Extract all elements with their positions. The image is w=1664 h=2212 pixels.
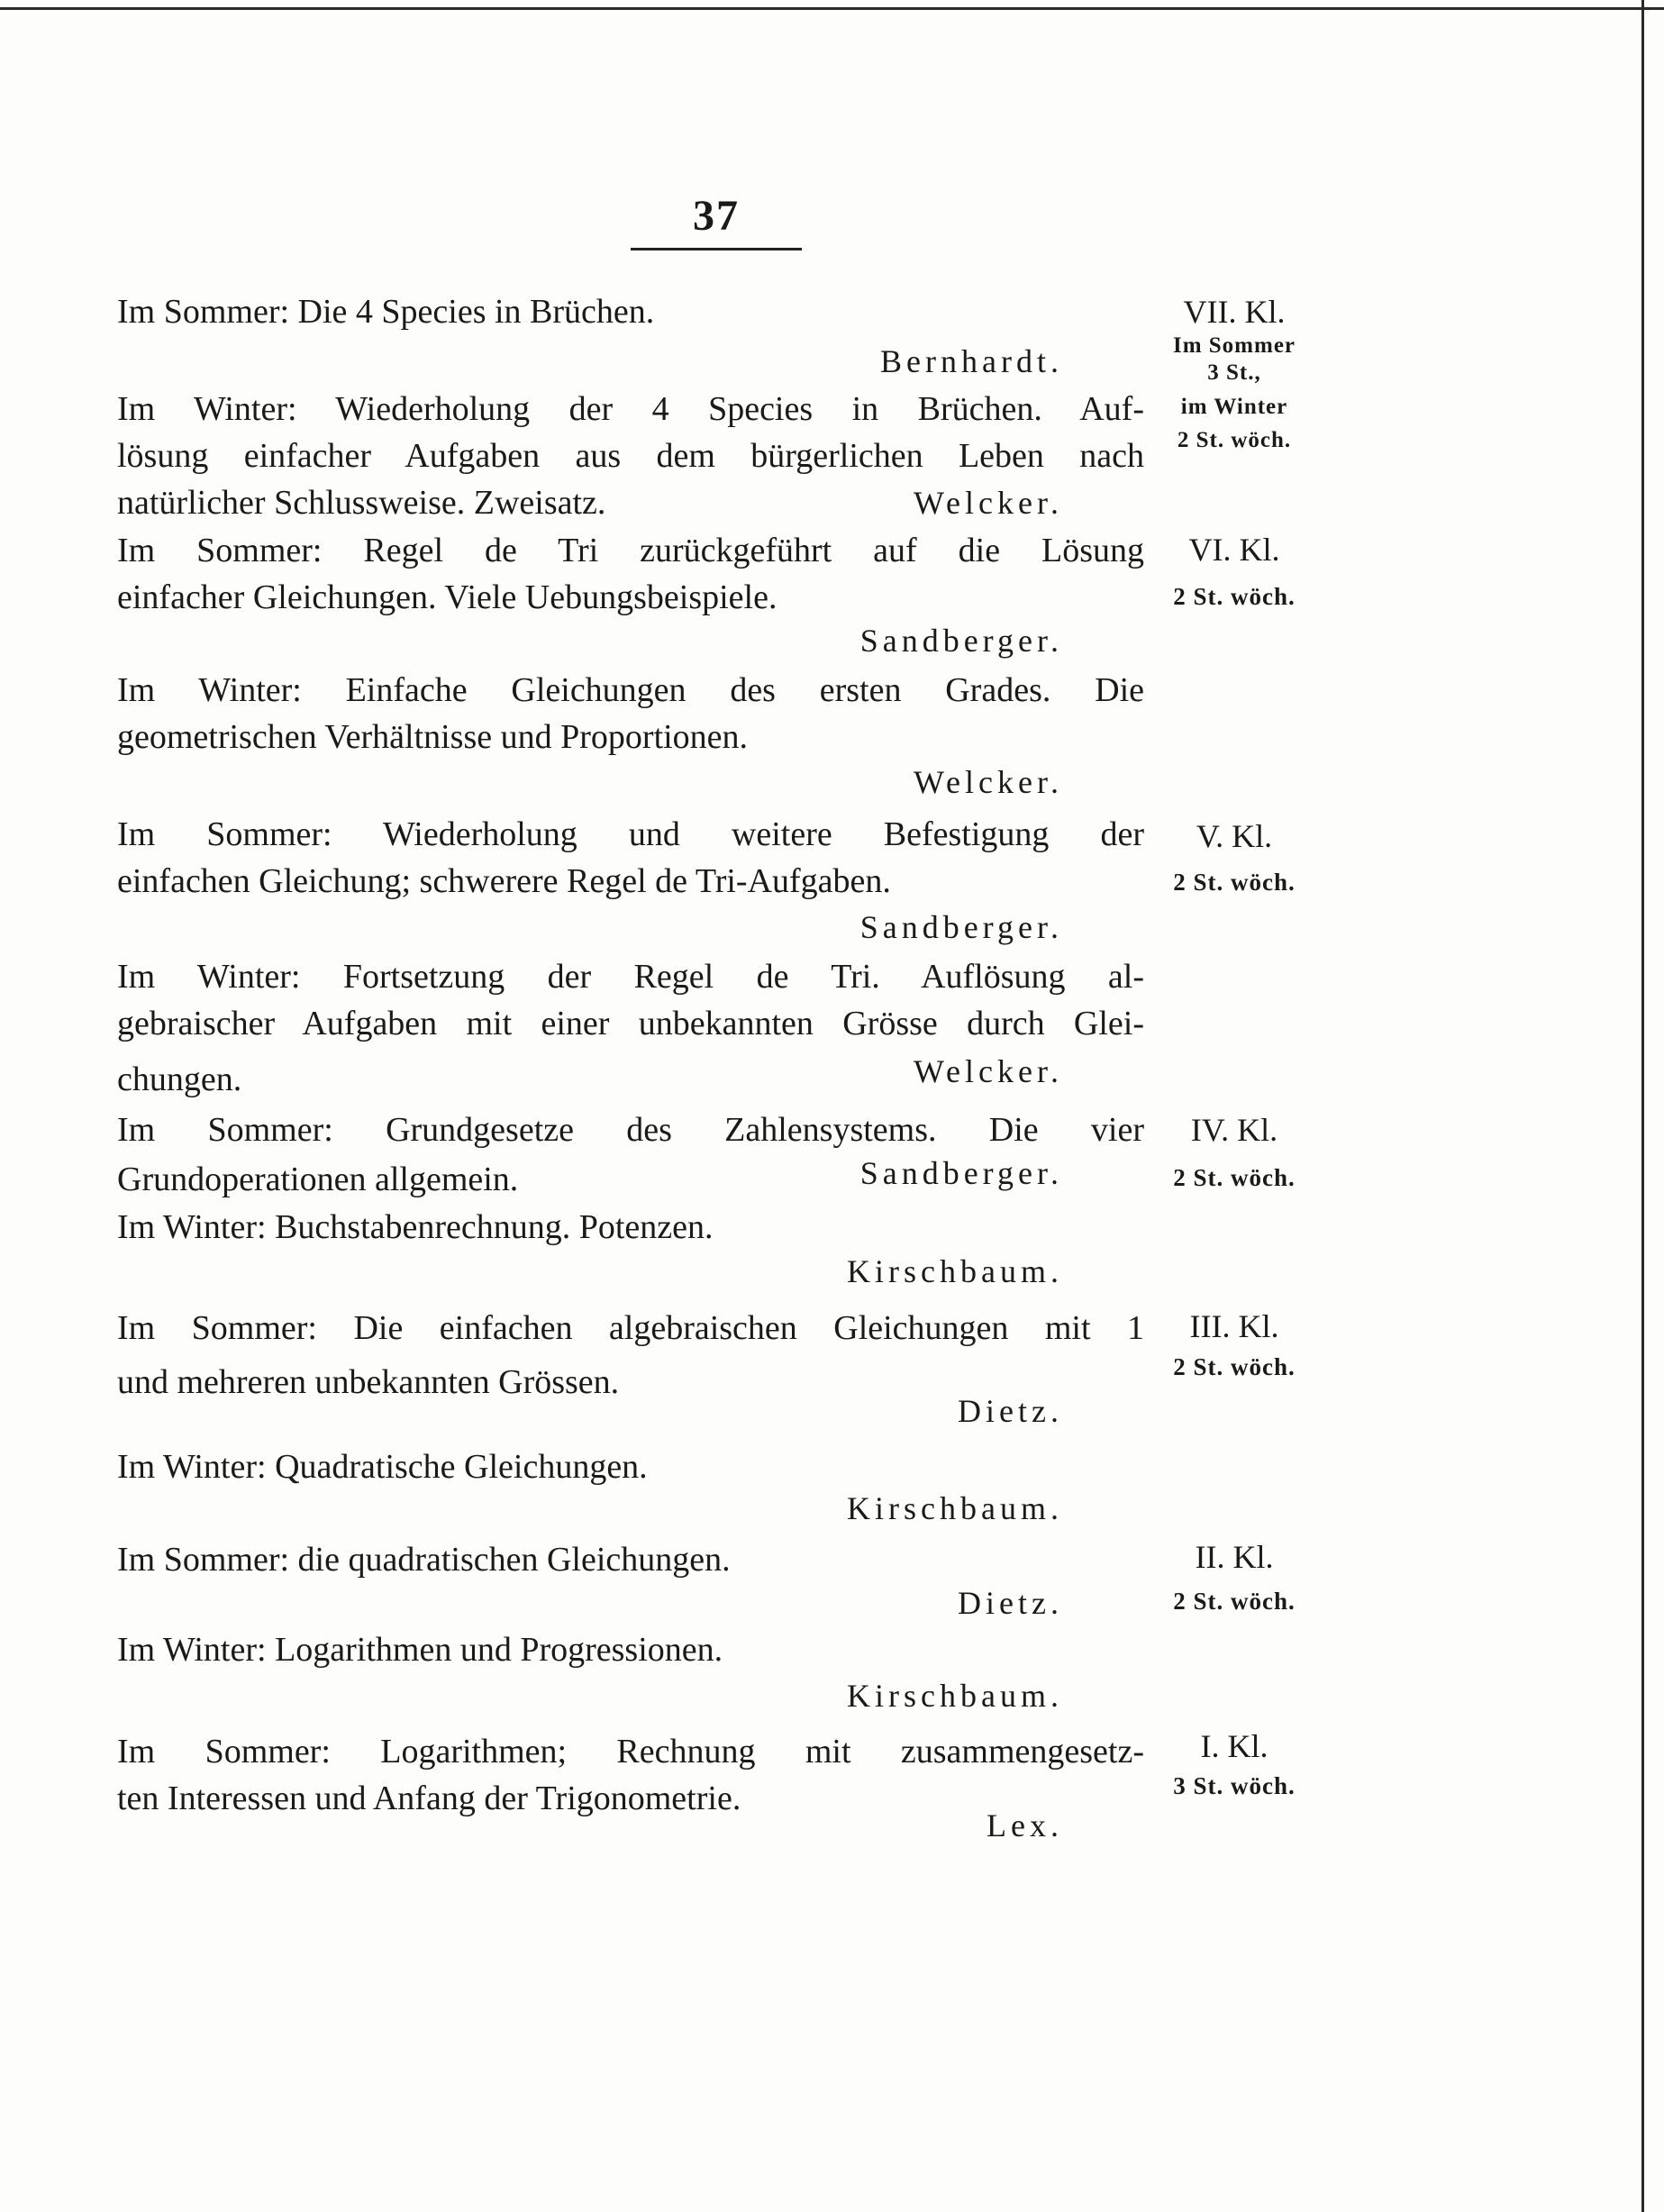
teacher-signature: Kirschbaum.	[847, 1253, 1063, 1289]
teacher-signature: Bernhardt.	[880, 343, 1063, 379]
teacher-signature: Welcker.	[913, 1053, 1063, 1089]
text-line: Im Winter: Buchstabenrechnung. Potenzen.	[117, 1208, 714, 1246]
text-line: Im Sommer: Die 4 Species in Brüchen.	[117, 293, 655, 331]
page-edge-top	[0, 7, 1664, 10]
teacher-signature: Kirschbaum.	[847, 1678, 1063, 1714]
hours-note: 2 St. wöch.	[1173, 1164, 1296, 1191]
teacher-signature: Sandberger.	[859, 623, 1063, 659]
class-label: VI. Kl.	[1188, 532, 1280, 568]
page-number-rule	[631, 248, 802, 250]
teacher-signature: Lex.	[987, 1807, 1063, 1843]
text-line: lösung einfacher Aufgaben aus dem bürgerlichen Leben nach	[117, 437, 1144, 475]
text-line: ten Interessen und Anfang der Trigonometrie.	[117, 1780, 741, 1817]
hours-note: Im Sommer	[1172, 333, 1296, 358]
teacher-signature: Welcker.	[913, 764, 1063, 800]
class-label: IV. Kl.	[1190, 1112, 1278, 1148]
text-line: Im Sommer: Logarithmen; Rechnung mit zusammengesetz-	[117, 1733, 1144, 1771]
text-line: Im Sommer: Wiederholung und weitere Befestigung der	[117, 815, 1144, 853]
class-label: VII. Kl.	[1183, 294, 1286, 330]
hours-note: 2 St. wöch.	[1173, 1353, 1296, 1380]
class-label: I. Kl.	[1200, 1728, 1268, 1764]
text-line: und mehreren unbekannten Grössen.	[117, 1363, 620, 1401]
text-line: Im Sommer: die quadratischen Gleichungen.	[117, 1541, 731, 1579]
text-line: Im Winter: Wiederholung der 4 Species in Brüchen. Auf-	[117, 390, 1144, 428]
text-line: Im Sommer: Regel de Tri zurückgeführt auf die Lösung	[117, 532, 1144, 569]
text-line: einfachen Gleichung; schwerere Regel de Tri-Aufgaben.	[117, 862, 891, 900]
text-line: Im Sommer: Die einfachen algebraischen Gleichungen mit 1	[117, 1309, 1144, 1347]
hours-note: 2 St. wöch.	[1173, 583, 1296, 610]
class-label: V. Kl.	[1196, 818, 1273, 854]
hours-note: im Winter	[1180, 395, 1288, 419]
text-line: Im Winter: Logarithmen und Progressionen.	[117, 1631, 723, 1669]
text-line: Im Winter: Quadratische Gleichungen.	[117, 1448, 648, 1486]
teacher-signature: Dietz.	[958, 1585, 1063, 1621]
hours-note: 2 St. wöch.	[1177, 428, 1292, 452]
hours-note: 3 St. wöch.	[1173, 1772, 1296, 1799]
text-line: einfacher Gleichungen. Viele Uebungsbeispiele.	[117, 578, 777, 616]
page-number: 37	[693, 192, 740, 240]
text-line: geometrischen Verhältnisse und Proportionen.	[117, 718, 749, 756]
text-line: Grundoperationen allgemein.	[117, 1161, 519, 1198]
text-line: Im Sommer: Grundgesetze des Zahlensystems. Die vier	[117, 1111, 1144, 1149]
teacher-signature: Kirschbaum.	[847, 1490, 1063, 1526]
class-label: II. Kl.	[1195, 1539, 1274, 1575]
hours-note: 3 St.,	[1207, 360, 1261, 385]
teacher-signature: Dietz.	[958, 1393, 1063, 1429]
hours-note: 2 St. wöch.	[1173, 1588, 1296, 1615]
hours-note: 2 St. wöch.	[1173, 869, 1296, 896]
text-line: Im Winter: Einfache Gleichungen des ersten Grades. Die	[117, 671, 1144, 709]
teacher-signature: Sandberger.	[859, 909, 1063, 945]
teacher-signature: Sandberger.	[859, 1155, 1063, 1191]
teacher-signature: Welcker.	[913, 485, 1063, 521]
text-line: chungen.	[117, 1060, 242, 1098]
text-line: gebraischer Aufgaben mit einer unbekannten Grösse durch Glei-	[117, 1005, 1144, 1042]
page-edge-right	[1641, 0, 1644, 2212]
text-line: Im Winter: Fortsetzung der Regel de Tri. Auflösung al-	[117, 958, 1144, 996]
text-line: natürlicher Schlussweise. Zweisatz.	[117, 484, 606, 522]
class-label: III. Kl.	[1189, 1308, 1279, 1344]
